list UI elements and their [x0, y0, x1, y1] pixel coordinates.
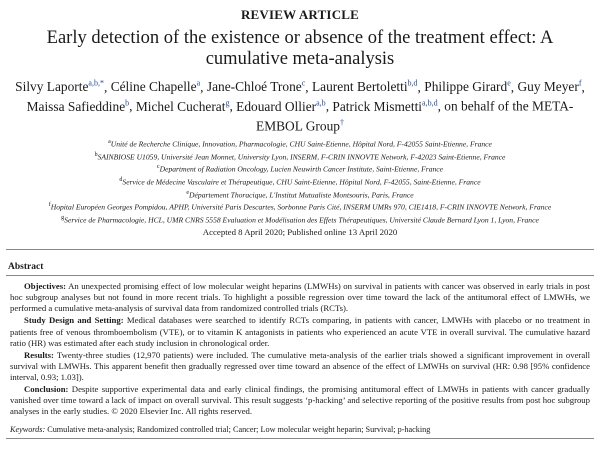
- affiliation-marker: g: [61, 214, 65, 221]
- keywords-label: Keywords:: [10, 425, 46, 435]
- affiliation: [0, 188, 600, 201]
- author-name: Silvy Laporte: [15, 79, 89, 95]
- affiliation-marker: e: [186, 189, 190, 196]
- author-name: Céline Chapelle: [110, 79, 197, 95]
- abstract-paragraph: [10, 315, 590, 348]
- author-affil-marker: c: [301, 79, 306, 88]
- abstract-paragraph: [10, 350, 590, 383]
- author-affil-marker: a,b,*: [88, 79, 104, 88]
- affiliation: [0, 162, 600, 175]
- abstract-section-heading: Objectives:: [24, 281, 66, 292]
- affiliation-list: [0, 137, 600, 225]
- author: [517, 79, 581, 94]
- author-group-marker: †: [339, 117, 344, 127]
- affiliation-marker: f: [48, 202, 51, 209]
- author: [332, 99, 437, 114]
- affiliation: [0, 137, 600, 150]
- author-list: Silvy Laporte$^{a,b,*}$, Céline Chapelle$^a$, Jane-Chloé Trone$^c$, Laurent Bertoletti$^{b,d}$, Philippe Girard$^e$, Guy Meyer$^f$, Maissa Safieddine$^b$, Michel Cucherat$^g$, Edouard Ollier$^{a,b}$, Patrick Mismetti$^{a,b,d}$, on behalf of the META-EMBOL Group†: [15, 79, 585, 134]
- abstract-section-heading: Conclusion:: [24, 383, 69, 394]
- author-affil-marker: a,b: [316, 98, 326, 108]
- author-name: Maissa Safieddine: [26, 98, 126, 114]
- affiliation-text: Département Thoracique, L'Institut Mutualiste Montsouris, Paris, France: [189, 190, 414, 200]
- abstract-body: [10, 281, 590, 417]
- abstract-section-heading: Results:: [24, 349, 54, 360]
- abstract-heading: Abstract: [8, 262, 44, 273]
- author: [236, 99, 326, 114]
- author: [136, 99, 230, 114]
- author: [15, 79, 104, 94]
- author-affil-marker: f: [578, 79, 582, 88]
- article-type: REVIEW ARTICLE: [240, 7, 360, 22]
- author-name: Edouard Ollier: [236, 98, 317, 114]
- author-name: Patrick Mismetti: [332, 98, 423, 114]
- abstract-paragraph: [10, 281, 590, 314]
- affiliation-marker: b: [94, 151, 98, 158]
- paper-title: Early detection of the existence or absence of the treatment effect: A cumulative meta-analysis: [46, 28, 554, 69]
- author-affil-marker: e: [507, 79, 511, 88]
- header-divider: [6, 249, 594, 250]
- author: [207, 79, 305, 94]
- affiliation: [0, 150, 600, 163]
- author-affil-marker: a: [196, 79, 201, 88]
- affiliation-text: Department of Radiation Oncology, Lucien Neuwirth Cancer Institute, Saint-Etienne, France: [159, 165, 444, 174]
- abstract-paragraph: [10, 384, 590, 417]
- abstract-section-text: Despite supportive experimental data and early clinical findings, the promising antitumoral effect of LMWHs in patients with cancer gradually vanished over time toward a lack of impact on overall survival. This result suggests ‘p-hacking’ and selective reporting of the positive results from post hoc subgroup analyses in the early studies. © 2020 Elsevier Inc. All rights reserved.: [10, 383, 590, 417]
- author-name: Philippe Girard: [424, 79, 508, 95]
- author-affil-marker: a,b,d: [422, 98, 438, 108]
- author-name: Jane-Chloé Trone: [206, 79, 302, 95]
- author-affil-marker: g: [225, 98, 230, 108]
- abstract-section-text: Twenty-three studies (12,970 patients) were included. The cumulative meta-analysis of the earlier trials showed a significant improvement in overall survival with LMWHs. This apparent benefit then gradually regressed over time toward an absence of the effect of LMWHs on survival (HR: 0.98 [95% confidence interval, 0.93; 1.03]).: [10, 349, 590, 382]
- abstract-divider: [6, 275, 594, 276]
- author: [312, 79, 418, 94]
- abstract-section-heading: Study Design and Setting:: [24, 315, 124, 326]
- abstract-section-text: An unexpected promising effect of low molecular weight heparins (LMWHs) on survival in patients with cancer was observed in early trials in post hoc subgroup analyses but not found in more recent trials. To highlight a possible regression over time toward the lack of the antitumoral effect of LMWHs, we performed a cumulative meta-analysis of survival data from randomized controlled trials (RCTs).: [10, 281, 590, 314]
- affiliation: [0, 175, 600, 188]
- author-affil-marker: b: [125, 98, 130, 108]
- affiliation-text: Unité de Recherche Clinique, Innovation, Pharmacologie, CHU Saint-Etienne, Hôpital Nord, F-42055 Saint-Etienne, France: [110, 139, 492, 149]
- affiliation-text: Service de Médecine Vasculaire et Thérapeutique, CHU Saint-Etienne, Hôpital Nord, F-42055, Saint-Etienne, France: [122, 177, 481, 187]
- affiliation: [0, 200, 600, 213]
- author-group: , on behalf of the META-EMBOL Group: [256, 98, 574, 134]
- author: [424, 79, 511, 94]
- author-name: Guy Meyer: [517, 79, 579, 95]
- author: [27, 99, 130, 114]
- affiliation: [0, 213, 600, 226]
- keywords-text: Cumulative meta-analysis; Randomized controlled trial; Cancer; Low molecular weight heparin; Survival; p-hacking: [47, 425, 431, 435]
- author-name: Michel Cucherat: [135, 98, 226, 114]
- author: [111, 79, 200, 94]
- abstract-section-text: Medical databases were searched to identify RCTs comparing, in patients with cancer, LMWHs with placebo or no treatment in patients free of venous thromboembolism (VTE), or to vitamin K antagonists in patients who experienced an acute VTE in overall survival. The cumulative hazard ratio (HR) was estimated after each study inclusion in chronological order.: [10, 315, 591, 348]
- affiliation-text: SAINBIOSE U1059, Université Jean Monnet, University Lyon, INSERM, F-CRIN INNOVTE Network, F-42023 Saint-Etienne, France: [97, 152, 506, 162]
- affiliation-marker: a: [108, 139, 111, 146]
- author-name: Laurent Bertoletti: [311, 79, 408, 95]
- affiliation-text: Service de Pharmacologie, HCL, UMR CNRS 5558 Evaluation et Modélisation des Effets Thérapeutiques, Université Claude Bernard Lyon 1, Lyon, France: [64, 215, 539, 225]
- author-affil-marker: b,d: [407, 79, 418, 88]
- affiliation-marker: c: [156, 164, 160, 171]
- footer-divider: [6, 438, 594, 439]
- keywords: [10, 425, 600, 434]
- affiliation-text: Hopital Européen Georges Pompidou, APHP, Université Paris Descartes, Sorbonne Paris Cité, INSERM UMRs 970, CIE1418, F-CRIN INNOVTE Network, France: [50, 202, 552, 212]
- affiliation-marker: d: [119, 177, 123, 183]
- accepted-date: Accepted 8 April 2020; Published online 13 April 2020: [202, 227, 398, 238]
